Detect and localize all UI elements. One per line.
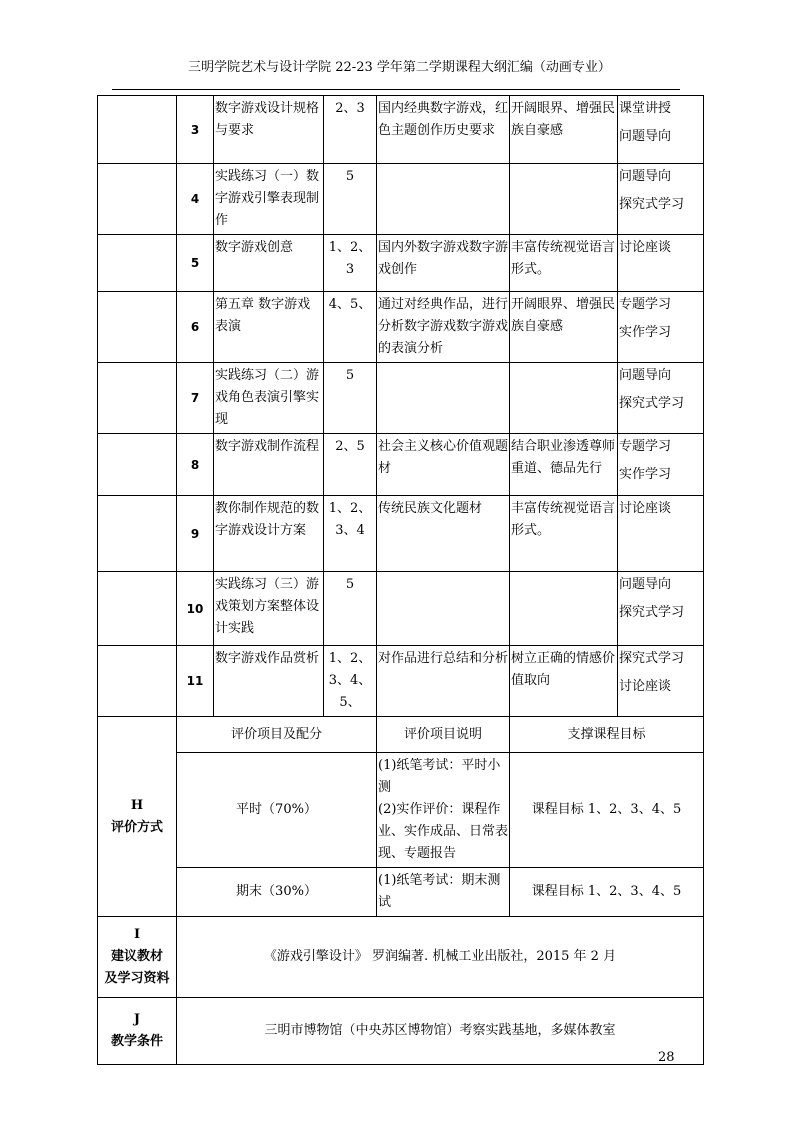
topic-cell: 第五章 数字游戏表演 <box>214 292 324 363</box>
eval-item-desc <box>377 753 510 868</box>
goal-cell: 丰富传统视觉语言形式。 <box>510 496 618 572</box>
eval-item-name: 期末（30%） <box>177 868 377 917</box>
ideology-cell: 对作品进行总结和分析 <box>377 646 510 717</box>
goal-cell: 结合职业渗透尊师重道、德品先行 <box>510 434 618 496</box>
ideology-cell <box>377 363 510 434</box>
method-item: 讨论座谈 <box>619 501 672 516</box>
method-item: 讨论座谈 <box>619 240 672 255</box>
method-item: 讨论座谈 <box>619 679 672 694</box>
goal-cell <box>510 363 618 434</box>
schedule-row <box>98 496 704 572</box>
textbook-label <box>98 917 177 998</box>
schedule-row <box>98 572 704 646</box>
method-item: 问题导向 <box>619 577 672 592</box>
methods-cell <box>618 292 704 363</box>
eval-item-name: 平时（70%） <box>177 753 377 868</box>
methods-cell <box>618 96 704 164</box>
topic-cell: 实践练习（二）游戏角色表演引擎实现 <box>214 363 324 434</box>
evaluation-label <box>98 717 177 917</box>
conditions-row <box>98 998 704 1065</box>
row-number: 11 <box>177 646 214 717</box>
method-item: 问题导向 <box>619 169 672 184</box>
methods-cell <box>618 235 704 292</box>
methods-cell <box>618 572 704 646</box>
textbook-content: 《游戏引擎设计》 罗润编著. 机械工业出版社，2015 年 2 月 <box>177 917 704 998</box>
goal-cell: 开阔眼界、增强民族自豪感 <box>510 292 618 363</box>
goal-cell <box>510 572 618 646</box>
hours-cell: 4、5、 <box>324 292 377 363</box>
textbook-label-line: 建议教材 <box>110 949 163 964</box>
document-header: 三明学院艺术与设计学院 22-23 学年第二学期课程大纲汇编（动画专业） <box>188 60 611 75</box>
blank-cell <box>98 164 177 235</box>
hours-cell: 1、2、3、4 <box>324 496 377 572</box>
eval-item-target: 课程目标 1、2、3、4、5 <box>510 868 704 917</box>
conditions-letter: J <box>133 1012 141 1027</box>
blank-cell <box>98 363 177 434</box>
goal-cell: 开阔眼界、增强民族自豪感 <box>510 96 618 164</box>
goal-cell: 树立正确的情感价值取向 <box>510 646 618 717</box>
row-number: 8 <box>177 434 214 496</box>
ideology-cell: 国内外数字游戏数字游戏创作 <box>377 235 510 292</box>
blank-cell <box>98 434 177 496</box>
topic-cell: 数字游戏作品赏析 <box>214 646 324 717</box>
header-rule <box>112 89 680 90</box>
blank-cell <box>98 572 177 646</box>
topic-cell: 数字游戏设计规格与要求 <box>214 96 324 164</box>
eval-desc-line: (2)实作评价：课程作业、实作成品、日常表现、专题报告 <box>378 802 509 861</box>
hours-cell: 1、2、3、4、5、 <box>324 646 377 717</box>
page-number: 28 <box>658 1050 675 1065</box>
blank-cell <box>98 235 177 292</box>
method-item: 专题学习 <box>619 297 672 312</box>
row-number: 9 <box>177 496 214 572</box>
method-item: 实作学习 <box>619 467 672 482</box>
schedule-rows <box>98 96 704 717</box>
method-item: 问题导向 <box>619 368 672 383</box>
methods-cell <box>618 434 704 496</box>
schedule-row <box>98 363 704 434</box>
methods-cell <box>618 363 704 434</box>
schedule-row <box>98 434 704 496</box>
eval-desc-line: (1)纸笔考试：期末测试 <box>378 873 501 910</box>
method-item: 探究式学习 <box>619 651 685 666</box>
blank-cell <box>98 96 177 164</box>
hours-cell: 5 <box>324 572 377 646</box>
method-item: 问题导向 <box>619 129 672 144</box>
schedule-row <box>98 235 704 292</box>
ideology-cell <box>377 164 510 235</box>
blank-cell <box>98 646 177 717</box>
methods-cell <box>618 646 704 717</box>
schedule-row <box>98 292 704 363</box>
ideology-cell <box>377 572 510 646</box>
schedule-row <box>98 646 704 717</box>
method-item: 专题学习 <box>619 439 672 454</box>
evaluation-header-row <box>98 717 704 753</box>
method-item: 探究式学习 <box>619 605 685 620</box>
topic-cell: 实践练习（三）游戏策划方案整体设计实践 <box>214 572 324 646</box>
eval-item-target: 课程目标 1、2、3、4、5 <box>510 753 704 868</box>
hours-cell: 5 <box>324 164 377 235</box>
methods-cell <box>618 164 704 235</box>
blank-cell <box>98 496 177 572</box>
goal-cell: 丰富传统视觉语言形式。 <box>510 235 618 292</box>
methods-cell <box>618 496 704 572</box>
row-number: 3 <box>177 96 214 164</box>
row-number: 7 <box>177 363 214 434</box>
eval-col-header-item: 评价项目及配分 <box>177 717 377 753</box>
schedule-row <box>98 96 704 164</box>
topic-cell: 数字游戏创意 <box>214 235 324 292</box>
hours-cell: 5 <box>324 363 377 434</box>
blank-cell <box>98 292 177 363</box>
eval-col-header-target: 支撑课程目标 <box>510 717 704 753</box>
method-item: 探究式学习 <box>619 396 685 411</box>
eval-desc-line: (1)纸笔考试：平时小测 <box>378 758 501 795</box>
ideology-cell: 社会主义核心价值观题材 <box>377 434 510 496</box>
conditions-label <box>98 998 177 1065</box>
evaluation-letter: H <box>130 797 144 813</box>
schedule-row <box>98 164 704 235</box>
evaluation-title: 评价方式 <box>110 819 163 835</box>
goal-cell <box>510 164 618 235</box>
topic-cell: 数字游戏制作流程 <box>214 434 324 496</box>
evaluation-row <box>98 868 704 917</box>
textbook-letter: I <box>133 927 141 942</box>
method-item: 课堂讲授 <box>619 101 672 116</box>
eval-col-header-desc: 评价项目说明 <box>377 717 510 753</box>
row-number: 5 <box>177 235 214 292</box>
topic-cell: 教你制作规范的数字游戏设计方案 <box>214 496 324 572</box>
method-item: 探究式学习 <box>619 197 685 212</box>
conditions-content: 三明市博物馆（中央苏区博物馆）考察实践基地，多媒体教室 <box>177 998 704 1065</box>
row-number: 10 <box>177 572 214 646</box>
row-number: 4 <box>177 164 214 235</box>
ideology-cell: 国内经典数字游戏，红色主题创作历史要求 <box>377 96 510 164</box>
row-number: 6 <box>177 292 214 363</box>
syllabus-table <box>97 95 704 1065</box>
hours-cell: 1、2、3 <box>324 235 377 292</box>
ideology-cell: 通过对经典作品，进行分析数字游戏数字游戏的表演分析 <box>377 292 510 363</box>
conditions-title: 教学条件 <box>110 1034 163 1049</box>
topic-cell: 实践练习（一）数字游戏引擎表现制作 <box>214 164 324 235</box>
hours-cell: 2、5 <box>324 434 377 496</box>
textbook-label-line: 及学习资料 <box>104 971 170 986</box>
textbook-row <box>98 917 704 998</box>
evaluation-row <box>98 753 704 868</box>
hours-cell: 2、3 <box>324 96 377 164</box>
method-item: 实作学习 <box>619 325 672 340</box>
eval-item-desc <box>377 868 510 917</box>
ideology-cell: 传统民族文化题材 <box>377 496 510 572</box>
